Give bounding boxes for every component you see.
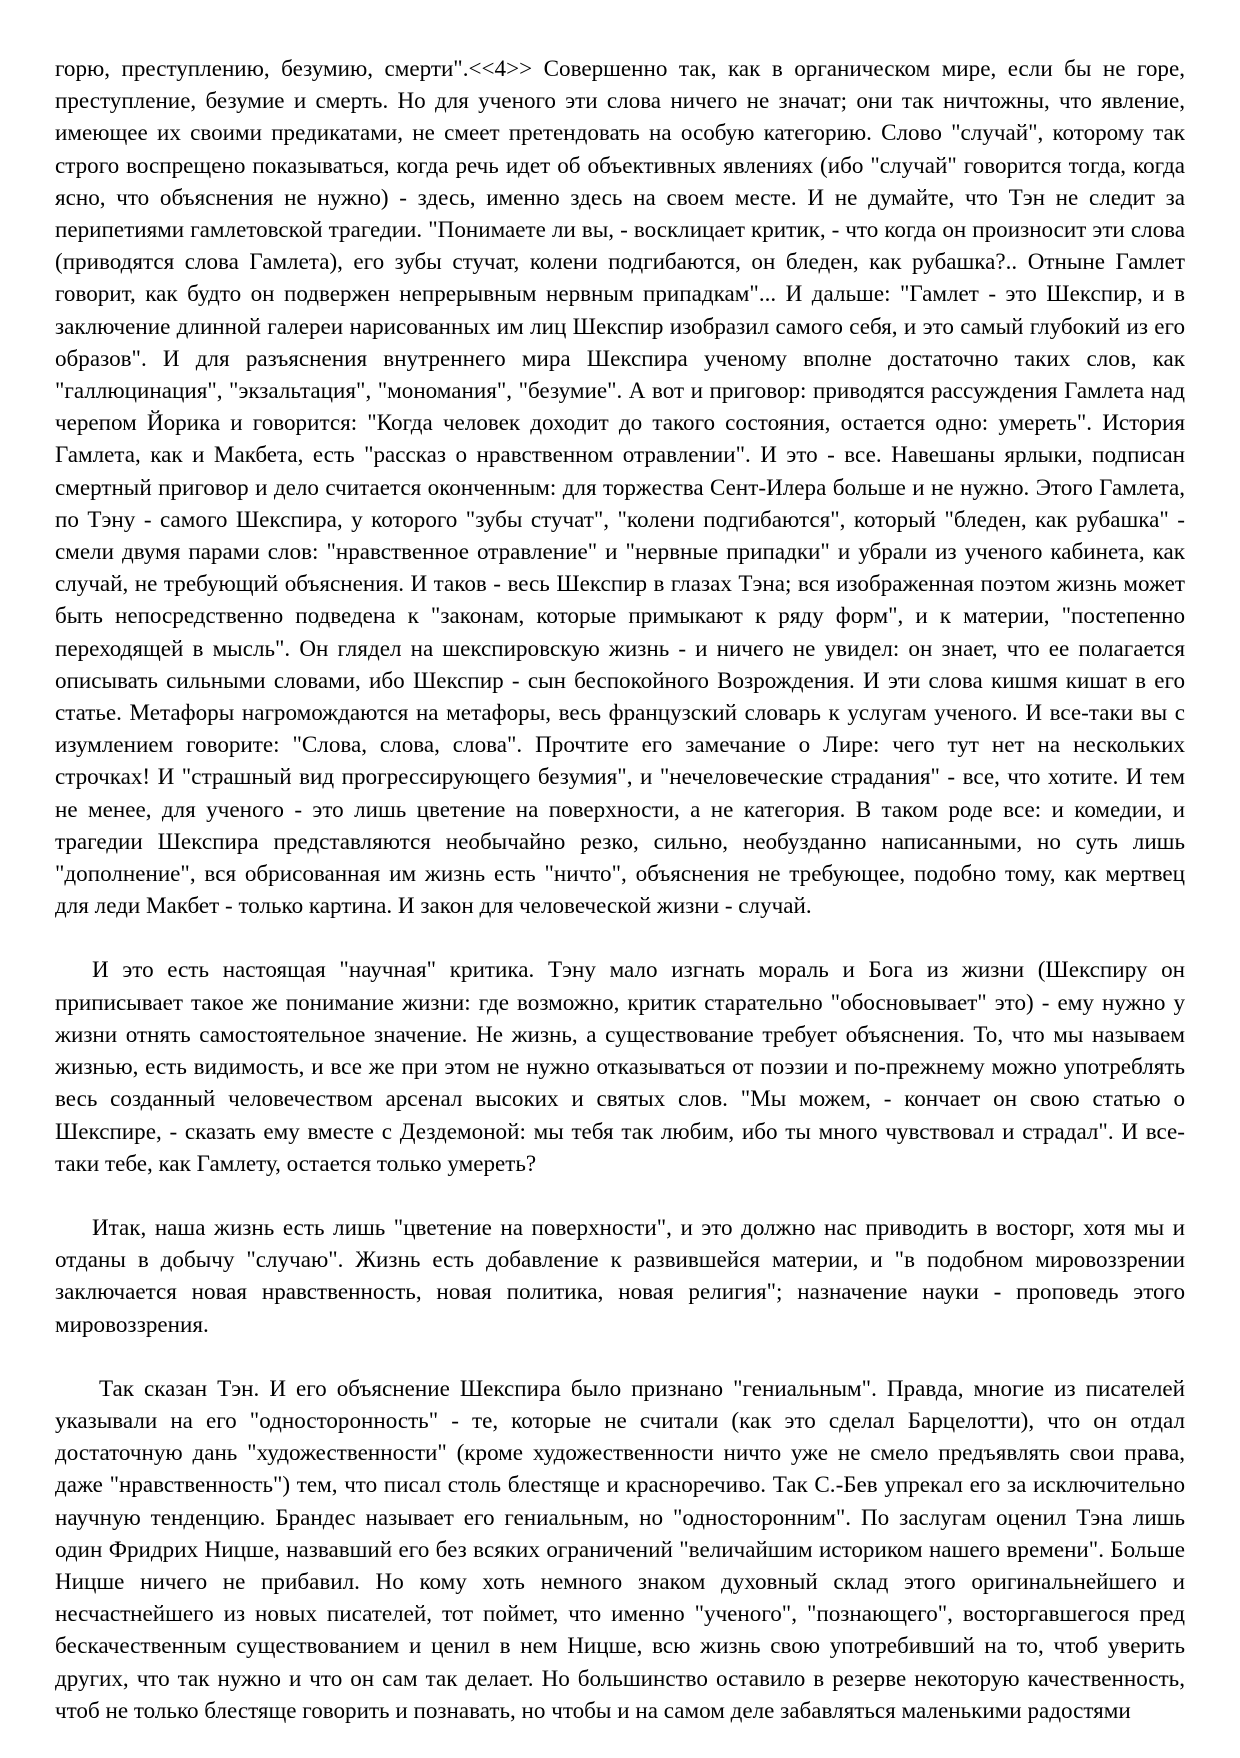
paragraph-2: И это есть настоящая "научная" критика. Тэну мало изгнать мораль и Бога из жизни (Шекспиру он приписывает такое же понимание жизни: где возможно, критик старательно "обосновывает" это) - ему нужно у жизни отнять самостоятельное значение. Не жизнь, а существование требует объяснения. То, что мы называем жизнью, есть видимость, и все же при этом не нужно отказываться от поэзии и по-прежнему можно употреблять весь созданный человечеством арсенал высоких и святых слов. "Мы можем, - кончает он свою статью о Шекспире, - сказать ему вместе с Дездемоной: мы тебя так любим, ибо ты много чувствовал и страдал". И все-таки тебе, как Гамлету, остается только умереть? bbox=[55, 956, 1185, 1176]
paragraph-3: Итак, наша жизнь есть лишь "цветение на поверхности", и это должно нас приводить в восторг, хотя мы и отданы в добычу "случаю". Жизнь есть добавление к развившейся материи, и "в подобном мировоззрении заключается новая нравственность, новая политика, новая религия"; назначение науки - проповедь этого мировоззрения. bbox=[55, 1213, 1185, 1337]
paragraph-4: Так сказан Тэн. И его объяснение Шекспира было признано "гениальным". Правда, многие из писателей указывали на его "односторонность" - те, которые не считали (как это сделал Барцелотти), что он отдал достаточную дань "художественности" (кроме художественности ничто уже не смело предъявлять свои права, даже "нравственность") тем, что писал столь блестяще и красноречиво. Так С.-Бев упрекал его за исключительно научную тенденцию. Брандес называет его гениальным, но "односторонним". По заслугам оценил Тэна лишь один Фридрих Ницше, назвавший его без всяких ограничений "величайшим историком нашего времени". Больше Ницше ничего не прибавил. Но кому хоть немного знаком духовный склад этого оригинальнейшего и несчастнейшего из новых писателей, тот поймет, что именно "ученого", "познающего", восторгавшегося пред бескачественным существованием и ценил в нем Ницше, всю жизнь свою употребивший на то, чтоб уверить других, что так нужно и что он сам так делает. Но большинство оставило в резерве некоторую качественность, чтоб не только блестяще говорить и познавать, но чтобы и на самом деле забавляться маленькими радостями bbox=[55, 1374, 1185, 1723]
document-page bbox=[55, 52, 1185, 1758]
paragraph-1: горю, преступлению, безумию, смерти".<<4>> Совершенно так, как в органическом мире, если бы не горе, преступление, безумие и смерть. Но для ученого эти слова ничего не значат; они так ничтожны, что явление, имеющее их своими предикатами, не смеет претендовать на особую категорию. Слово "случай", которому так строго воспрещено показываться, когда речь идет об объективных явлениях (ибо "случай" говорится тогда, когда ясно, что объяснения не нужно) - здесь, именно здесь на своем месте. И не думайте, что Тэн не следит за перипетиями гамлетовской трагедии. "Понимаете ли вы, - восклицает критик, - что когда он произносит эти слова (приводятся слова Гамлета), его зубы стучат, колени подгибаются, он бледен, как рубашка?.. Отныне Гамлет говорит, как будто он подвержен непрерывным нервным припадкам"... И дальше: "Гамлет - это Шекспир, и в заключение длинной галереи нарисованных им лиц Шекспир изобразил самого себя, и это самый глубокий из его образов". И для разъяснения внутреннего мира Шекспира ученому вполне достаточно таких слов, как "галлюцинация", "экзальтация", "мономания", "безумие". А вот и приговор: приводятся рассуждения Гамлета над черепом Йорика и говорится: "Когда человек доходит до такого состояния, остается одно: умереть". История Гамлета, как и Макбета, есть "рассказ о нравственном отравлении". И это - все. Навешаны ярлыки, подписан смертный приговор и дело считается оконченным: для торжества Сент-Илера больше и не нужно. Этого Гамлета, по Тэну - самого Шекспира, у которого "зубы стучат", "колени подгибаются", который "бледен, как рубашка" - смели двумя парами слов: "нравственное отравление" и "нервные припадки" и убрали из ученого кабинета, как случай, не требующий объяснения. И таков - весь Шекспир в глазах Тэна; вся изображенная поэтом жизнь может быть непосредственно подведена к "законам, которые примыкают к ряду форм", и к материи, "постепенно переходящей в мысль". Он глядел на шекспировскую жизнь - и ничего не увидел: он знает, что ее полагается описывать сильными словами, ибо Шекспир - сын беспокойного Возрождения. И эти слова кишмя кишат в его статье. Метафоры нагромождаются на метафоры, весь французский словарь к услугам ученого. И все-таки вы с изумлением говорите: "Слова, слова, слова". Прочтите его замечание о Лире: чего тут нет на нескольких строчках! И "страшный вид прогрессирующего безумия", и "нечеловеческие страдания" - все, что хотите. И тем не менее, для ученого - это лишь цветение на поверхности, а не категория. В таком роде все: и комедии, и трагедии Шекспира представляются необычайно резко, сильно, необузданно написанными, но суть лишь "дополнение", вся обрисованная им жизнь есть "ничто", объяснения не требующее, подобно тому, как мертвец для леди Макбет - только картина. И закон для человеческой жизни - случай. bbox=[55, 55, 1185, 919]
